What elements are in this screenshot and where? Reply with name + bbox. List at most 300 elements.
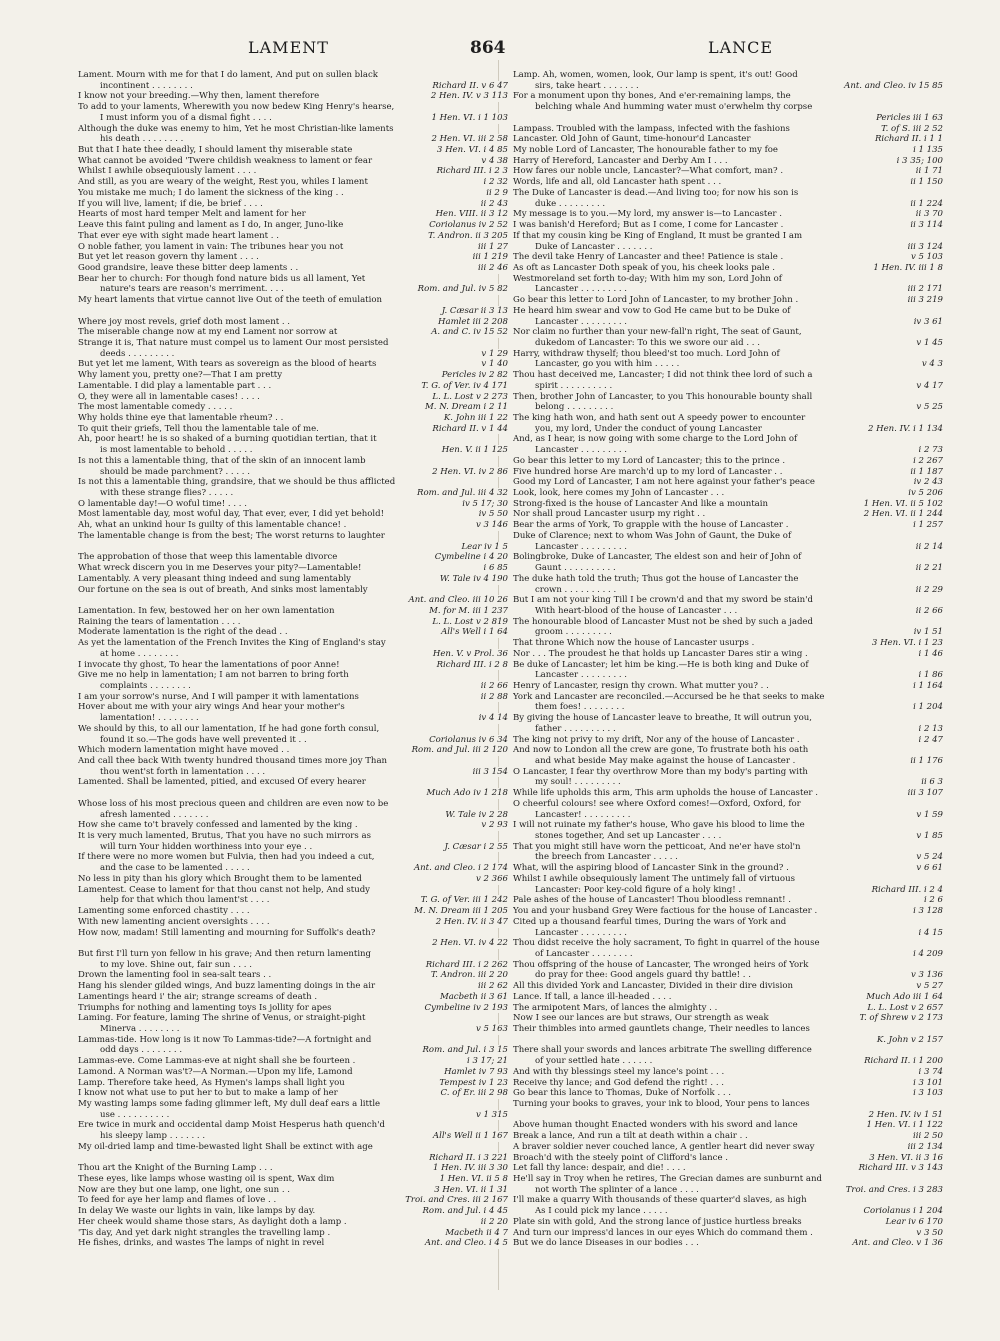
concordance-line xyxy=(78,617,508,628)
play-reference: Richard III. i 2 262 xyxy=(423,960,508,971)
play-reference: 2 Hen. IV. iv 1 51 xyxy=(866,1110,943,1121)
concordance-line xyxy=(78,199,508,210)
play-reference: W. Tale iv 4 190 xyxy=(437,574,508,585)
quotation-text: Good grandsire, leave these bitter deep laments . . xyxy=(78,262,299,273)
quotation-text: My heart laments that virtue cannot live Out of the teeth of emulation xyxy=(78,295,382,306)
concordance-line xyxy=(513,306,943,317)
concordance-line xyxy=(78,681,508,692)
quotation-text: not worth The splinter of a lance . . . . xyxy=(535,1184,699,1195)
quotation-text: Raining the tears of lamentation . . . . xyxy=(78,616,241,627)
concordance-line xyxy=(78,370,508,381)
play-reference: v 5 163 xyxy=(473,1024,508,1035)
quotation-text: I am your sorrow's nurse, And I will pamper it with lamentations xyxy=(78,691,359,702)
quotation-text: Now are they but one lamp, one light, one sun . . xyxy=(78,1184,290,1195)
concordance-line xyxy=(78,713,508,724)
quotation-text: To feed for aye her lamp and flames of love . . xyxy=(78,1195,277,1206)
play-reference: Coriolanus i 1 204 xyxy=(860,1206,943,1217)
concordance-line xyxy=(78,820,508,831)
concordance-line xyxy=(78,863,508,874)
quotation-text: And now to London all the crew are gone, To frustrate both his oath xyxy=(513,745,809,756)
concordance-line xyxy=(78,1185,508,1196)
play-reference: ii 3 70 xyxy=(913,209,943,220)
play-reference: 3 Hen. VI. ii 1 31 xyxy=(431,1185,508,1196)
quotation-text: Lamentation. In few, bestowed her on her own lamentation xyxy=(78,605,335,616)
concordance-line xyxy=(78,102,508,113)
quotation-text: Nor shall proud Lancaster usurp my right . . xyxy=(513,509,706,520)
quotation-text: These eyes, like lamps whose wasting oil is spent, Wax dim xyxy=(78,1174,335,1185)
right-headword: LANCE xyxy=(708,38,774,57)
quotation-text: Their thimbles into armed gauntlets change, Their needles to lances xyxy=(513,1023,810,1034)
concordance-line xyxy=(513,735,943,746)
play-reference: i 4 209 xyxy=(910,949,943,960)
play-reference: Rom. and Jul. i 4 45 xyxy=(420,1206,509,1217)
play-reference: ii 2 14 xyxy=(913,542,943,553)
play-reference: v 5 27 xyxy=(913,981,943,992)
concordance-line xyxy=(513,928,943,939)
quotation-text: In delay We waste our lights in vain, like lamps by day. xyxy=(78,1206,316,1217)
concordance-line xyxy=(513,885,943,896)
quotation-text: Lancaster . . . . . . . . . xyxy=(535,927,628,938)
play-reference: L. L. Lost v 2 657 xyxy=(864,1003,943,1014)
quotation-text: Lancaster . . . . . . . . . xyxy=(535,445,628,456)
play-reference: ii 1 150 xyxy=(907,177,943,188)
quotation-text: O Lancaster, I fear thy overthrow More than my body's parting with xyxy=(513,766,808,777)
concordance-line xyxy=(513,767,943,778)
play-reference: W. Tale iv 2 28 xyxy=(442,810,508,821)
left-headword: LAMENT xyxy=(248,38,329,57)
quotation-text: Is not this a lamentable thing, that of the skin of an innocent lamb xyxy=(78,455,366,466)
concordance-line xyxy=(513,220,943,231)
page-number: 864 xyxy=(470,38,506,58)
concordance-line xyxy=(513,1185,943,1196)
quotation-text: A braver soldier never couched lance, A gentler heart did never sway xyxy=(513,1141,815,1152)
quotation-text: them foes! . . . . . . . . xyxy=(535,702,625,713)
concordance-line xyxy=(513,606,943,617)
play-reference: 1 Hen. VI. i 1 122 xyxy=(863,1120,943,1131)
concordance-line xyxy=(78,263,508,274)
quotation-text: the breech from Lancaster . . . . . xyxy=(535,852,678,863)
concordance-line xyxy=(513,1195,943,1206)
concordance-line xyxy=(78,638,508,649)
quotation-text: Lancaster . . . . . . . . . xyxy=(535,284,628,295)
concordance-line xyxy=(78,895,508,906)
concordance-line xyxy=(513,1217,943,1228)
concordance-line xyxy=(78,970,508,981)
concordance-line xyxy=(513,992,943,1003)
concordance-line xyxy=(78,735,508,746)
concordance-line xyxy=(513,627,943,638)
concordance-line xyxy=(513,263,943,274)
concordance-line xyxy=(513,349,943,360)
play-reference: Richard III. i 2 4 xyxy=(869,885,943,896)
quotation-text: O noble father, you lament in vain: The tribunes hear you not xyxy=(78,241,344,252)
play-reference: ii 2 29 xyxy=(913,585,943,596)
play-reference: Coriolanus iv 6 34 xyxy=(426,735,508,746)
play-reference: i 2 32 xyxy=(481,177,508,188)
concordance-line xyxy=(78,456,508,467)
quotation-text: And, as I hear, is now going with some charge to the Lord John of xyxy=(513,434,798,445)
quotation-text: Lancaster . . . . . . . . . xyxy=(535,670,628,681)
concordance-line xyxy=(513,91,943,102)
play-reference: Rom. and Jul. iii 4 32 xyxy=(414,488,508,499)
concordance-line xyxy=(513,917,943,928)
concordance-line xyxy=(78,1163,508,1174)
quotation-text: use . . . . . . . . . . xyxy=(100,1109,170,1120)
quotation-text: Then, brother John of Lancaster, to you This honourable bounty shall xyxy=(513,391,813,402)
concordance-line xyxy=(513,981,943,992)
play-reference: Troi. and Cres. iii 2 167 xyxy=(402,1195,508,1206)
concordance-line xyxy=(513,1131,943,1142)
concordance-line xyxy=(513,445,943,456)
concordance-line xyxy=(78,477,508,488)
concordance-line xyxy=(513,1174,943,1185)
play-reference: Rom. and Jul. iv 5 82 xyxy=(415,284,508,295)
play-reference: 2 Hen. VI. iv 2 86 xyxy=(429,467,508,478)
quotation-text: And still, as you are weary of the weight, Rest you, whiles I lament xyxy=(78,177,368,188)
play-reference: 3 Hen. VI. i 1 23 xyxy=(869,638,943,649)
play-reference: ii 6 3 xyxy=(918,777,943,788)
play-reference: 2 Hen. IV. i 1 134 xyxy=(865,424,943,435)
quotation-text: With new lamenting ancient oversights . . . . xyxy=(78,916,270,927)
play-reference: Cymbeline iv 2 193 xyxy=(422,1003,509,1014)
quotation-text: lamentation! . . . . . . . . xyxy=(100,713,199,724)
concordance-line xyxy=(513,874,943,885)
concordance-line xyxy=(78,392,508,403)
play-reference: Hen. VIII. ii 3 12 xyxy=(433,209,508,220)
concordance-line xyxy=(513,1013,943,1024)
quotation-text: Lamp. Ah, women, women, look, Our lamp is spent, it's out! Good xyxy=(513,70,798,80)
play-reference: T. G. of Ver. iii 1 242 xyxy=(418,895,508,906)
concordance-line xyxy=(78,649,508,660)
play-reference: ii 2 21 xyxy=(913,563,943,574)
quotation-text: All this divided York and Lancaster, Divided in their dire division xyxy=(513,981,794,992)
concordance-line xyxy=(78,1110,508,1121)
concordance-line xyxy=(78,499,508,510)
play-reference: K. John iii 1 22 xyxy=(441,413,508,424)
concordance-line xyxy=(513,509,943,520)
quotation-text: Plate sin with gold, And the strong lance of justice hurtless breaks xyxy=(513,1216,802,1227)
concordance-line xyxy=(513,166,943,177)
concordance-line xyxy=(513,392,943,403)
quotation-text: crown . . . . . . . . . . xyxy=(535,584,617,595)
quotation-text: I'll make a quarry With thousands of these quarter'd slaves, as high xyxy=(513,1195,807,1206)
concordance-line xyxy=(78,91,508,102)
quotation-text: Lamentably. A very pleasant thing indeed and sung lamentably xyxy=(78,573,352,584)
quotation-text: Lancaster . . . . . . . . . xyxy=(535,541,628,552)
play-reference: Coriolanus iv 2 52 xyxy=(426,220,508,231)
play-reference: iv 5 17; 30 xyxy=(459,499,508,510)
quotation-text: Give me no help in lamentation; I am not barren to bring forth xyxy=(78,670,349,681)
play-reference: 2 Hen. VI. iv 4 22 xyxy=(429,938,508,949)
quotation-text: Whilst I awhile obsequiously lament The untimely fall of virtuous xyxy=(513,873,795,884)
concordance-line xyxy=(78,509,508,520)
concordance-line xyxy=(78,177,508,188)
quotation-text: Lamentest. Cease to lament for that thou canst not help, And study xyxy=(78,884,371,895)
quotation-text: Good my Lord of Lancaster, I am not here against your father's peace xyxy=(513,477,815,488)
concordance-line xyxy=(513,1078,943,1089)
play-reference: v 2 93 xyxy=(478,820,508,831)
quotation-text: Hover about me with your airy wings And hear your mother's xyxy=(78,702,345,713)
concordance-line xyxy=(513,938,943,949)
quotation-text: Gaunt . . . . . . . . . . xyxy=(535,563,616,574)
concordance-line xyxy=(78,1131,508,1142)
quotation-text: But that I hate thee deadly, I should lament thy miserable state xyxy=(78,145,353,156)
concordance-line xyxy=(78,1174,508,1185)
quotation-text: Now I see our lances are but straws, Our strength as weak xyxy=(513,1013,769,1024)
play-reference: Richard II. i 1 1 xyxy=(872,134,943,145)
quotation-text: But first I'll turn yon fellow in his grave; And then return lamenting xyxy=(78,948,372,959)
concordance-line xyxy=(513,70,943,81)
play-reference: v 1 45 xyxy=(913,338,943,349)
quotation-text: What wreck discern you in me Deserves your pity?—Lamentable! xyxy=(78,563,362,574)
quotation-text: Pale ashes of the house of Lancaster! Thou bloodless remnant! . xyxy=(513,895,791,906)
play-reference: Richard II. v 6 47 xyxy=(429,81,508,92)
play-reference: Hamlet iv 7 93 xyxy=(441,1067,508,1078)
concordance-line xyxy=(513,585,943,596)
concordance-line xyxy=(78,1120,508,1131)
concordance-line xyxy=(78,928,508,939)
play-reference: i 1 164 xyxy=(910,681,943,692)
quotation-text: O cheerful colours! see where Oxford comes!—Oxford, Oxford, for xyxy=(513,798,801,809)
play-reference: iii 2 171 xyxy=(905,284,943,295)
quotation-text: my soul! . . . . . . . . . xyxy=(535,777,621,788)
concordance-line xyxy=(513,799,943,810)
quotation-text: Lamenting some enforced chastity . . . . xyxy=(78,906,250,917)
quotation-text: The duke hath told the truth; Thus got the house of Lancaster the xyxy=(513,573,799,584)
play-reference: 1 Hen. IV. iii 3 30 xyxy=(430,1163,508,1174)
concordance-line xyxy=(78,542,508,553)
quotation-text: Lamond. A Norman was't?—A Norman.—Upon my life, Lamond xyxy=(78,1066,353,1077)
quotation-text: That you might still have worn the petticoat, And ne'er have stol'n xyxy=(513,841,801,852)
quotation-text: Lamentable. I did play a lamentable part . . . xyxy=(78,380,272,391)
play-reference: i 1 204 xyxy=(910,702,943,713)
play-reference: Macbeth ii 4 7 xyxy=(442,1228,508,1239)
play-reference: iii 2 50 xyxy=(910,1131,943,1142)
concordance-line xyxy=(513,1142,943,1153)
quotation-text: The lamentable change is from the best; The worst returns to laughter xyxy=(78,530,385,541)
play-reference: v 3 146 xyxy=(473,520,508,531)
quotation-text: Drown the lamenting fool in sea-salt tears . . xyxy=(78,970,272,981)
quotation-text: Cited up a thousand fearful times, During the wars of York and xyxy=(513,916,787,927)
play-reference: 1 Hen. VI. ii 5 8 xyxy=(437,1174,508,1185)
concordance-line xyxy=(78,220,508,231)
concordance-line xyxy=(78,434,508,445)
play-reference: Lear iv 6 170 xyxy=(883,1217,943,1228)
concordance-line xyxy=(78,831,508,842)
quotation-text: Hearts of most hard temper Melt and lament for her xyxy=(78,209,306,220)
play-reference: ii 1 71 xyxy=(913,166,943,177)
play-reference: 3 Hen. VI. ii 3 16 xyxy=(866,1153,943,1164)
concordance-line xyxy=(78,960,508,971)
play-reference: v 5 24 xyxy=(913,852,943,863)
play-reference: 2 Hen. VI. ii 1 244 xyxy=(861,509,943,520)
concordance-line xyxy=(513,1228,943,1239)
concordance-line xyxy=(513,1024,943,1035)
play-reference: i 3 74 xyxy=(916,1067,943,1078)
play-reference: Much Ado iv 1 218 xyxy=(423,788,508,799)
concordance-line xyxy=(513,906,943,917)
play-reference: 1 Hen. IV. iii 1 8 xyxy=(870,263,943,274)
quotation-text: As yet the lamentation of the French Invites the King of England's stay xyxy=(78,638,386,649)
play-reference: ii 1 224 xyxy=(907,199,943,210)
concordance-line xyxy=(513,1238,943,1249)
play-reference: Richard III. v 3 143 xyxy=(856,1163,943,1174)
concordance-line xyxy=(78,231,508,242)
concordance-line xyxy=(78,327,508,338)
quotation-text: I must inform you of a dismal fight . . . . xyxy=(100,112,272,123)
concordance-line xyxy=(78,606,508,617)
quotation-text: Whilst I awhile obsequiously lament . . . . xyxy=(78,166,257,177)
play-reference: T. Andron. ii 3 205 xyxy=(425,231,508,242)
quotation-text: He'll say in Troy when he retires, The Grecian dames are sunburnt and xyxy=(513,1174,822,1185)
quotation-text: Westmoreland set forth to-day; With him my son, Lord John of xyxy=(513,273,782,284)
concordance-line xyxy=(78,188,508,199)
concordance-line xyxy=(78,306,508,317)
quotation-text: Bear her to church: For though fond nature bids us all lament, Yet xyxy=(78,273,366,284)
quotation-text: will turn Your hidden worthiness into your eye . . xyxy=(100,841,313,852)
play-reference: T. of S. iii 2 52 xyxy=(878,124,943,135)
concordance-line xyxy=(78,413,508,424)
quotation-text: By giving the house of Lancaster leave to breathe, It will outrun you, xyxy=(513,713,812,724)
concordance-line xyxy=(78,906,508,917)
quotation-text: help for that which thou lament'st . . . . xyxy=(100,895,270,906)
play-reference: i 2 73 xyxy=(916,445,943,456)
concordance-line xyxy=(513,1206,943,1217)
quotation-text: Let fall thy lance: despair, and die! . . . . xyxy=(513,1163,686,1174)
concordance-line xyxy=(78,724,508,735)
quotation-text: How fares our noble uncle, Lancaster?—What comfort, man? . xyxy=(513,166,784,177)
concordance-line xyxy=(513,1045,943,1056)
quotation-text: Harry of Hereford, Lancaster and Derby Am I . . . xyxy=(513,155,728,166)
concordance-line xyxy=(513,134,943,145)
concordance-line xyxy=(513,102,943,113)
concordance-line xyxy=(78,756,508,767)
play-reference: Ant. and Cleo. i 4 5 xyxy=(422,1238,508,1249)
play-reference: ii 2 20 xyxy=(478,1217,508,1228)
concordance-line xyxy=(513,638,943,649)
quotation-text: Is not this a lamentable thing, grandsire, that we should be thus afflicted xyxy=(78,477,396,488)
play-reference: i 3 103 xyxy=(910,1088,943,1099)
concordance-line xyxy=(78,1003,508,1014)
play-reference: i 2 267 xyxy=(910,456,943,467)
concordance-line xyxy=(513,499,943,510)
concordance-line xyxy=(78,1088,508,1099)
concordance-line xyxy=(513,531,943,542)
quotation-text: complaints . . . . . . . . xyxy=(100,680,191,691)
play-reference: i 2 13 xyxy=(916,724,943,735)
concordance-line xyxy=(78,1099,508,1110)
quotation-text: The most lamentable comedy . . . . . xyxy=(78,402,233,413)
concordance-line xyxy=(513,970,943,981)
concordance-line xyxy=(513,649,943,660)
quotation-text: 'Tis day, And yet dark night strangles the travelling lamp . xyxy=(78,1227,331,1238)
concordance-line xyxy=(513,595,943,606)
quotation-text: The armipotent Mars, of lances the almighty . . xyxy=(513,1002,718,1013)
concordance-line xyxy=(78,1078,508,1089)
quotation-text: Go bear this lance to Thomas, Duke of Norfolk . . . xyxy=(513,1088,732,1099)
concordance-line xyxy=(513,145,943,156)
play-reference: iv 5 50 xyxy=(476,509,508,520)
quotation-text: his death . . . . . . . . xyxy=(100,134,184,145)
concordance-line xyxy=(78,670,508,681)
quotation-text: Strange it is, That nature must compel us to lament Our most persisted xyxy=(78,337,389,348)
concordance-line xyxy=(513,670,943,681)
concordance-line xyxy=(513,284,943,295)
play-reference: 1 Hen. VI. i 1 103 xyxy=(428,113,508,124)
play-reference: C. of Er. iii 2 98 xyxy=(438,1088,508,1099)
concordance-line xyxy=(513,199,943,210)
quotation-text: Moderate lamentation is the right of the dead . . xyxy=(78,627,288,638)
quotation-text: of your settled hate . . . . . . xyxy=(535,1056,653,1067)
concordance-line xyxy=(513,949,943,960)
running-header xyxy=(0,38,1000,62)
concordance-line xyxy=(513,724,943,735)
concordance-line xyxy=(78,552,508,563)
play-reference: T. Andron. iii 2 20 xyxy=(428,970,508,981)
quotation-text: Laming. For feature, laming The shrine of Venus, or straight-pight xyxy=(78,1013,366,1024)
quotation-text: thou went'st forth in lamentation . . . . xyxy=(100,766,266,777)
play-reference: i 2 6 xyxy=(921,895,943,906)
play-reference: J. Cæsar i 2 55 xyxy=(441,842,508,853)
concordance-line xyxy=(78,949,508,960)
concordance-line xyxy=(78,424,508,435)
quotation-text: Lancaster. Old John of Gaunt, time-honour'd Lancaster xyxy=(513,134,751,145)
concordance-line xyxy=(513,231,943,242)
quotation-text: Look, look, here comes my John of Lancaster . . . xyxy=(513,488,725,499)
play-reference: Pericles iv 2 82 xyxy=(439,370,508,381)
concordance-line xyxy=(513,1099,943,1110)
quotation-text: It is very much lamented, Brutus, That you have no such mirrors as xyxy=(78,831,371,842)
concordance-line xyxy=(78,252,508,263)
concordance-line xyxy=(513,745,943,756)
play-reference: M. N. Dream i 2 11 xyxy=(422,402,508,413)
concordance-line xyxy=(78,1035,508,1046)
play-reference: v 4 17 xyxy=(913,381,943,392)
quotation-text: Where joy most revels, grief doth most lament . . xyxy=(78,316,291,327)
quotation-text: father . . . . . . . . . . xyxy=(535,723,616,734)
play-reference: iii 3 154 xyxy=(470,767,508,778)
quotation-text: Hang his slender gilded wings, And buzz lamenting doings in the air xyxy=(78,981,376,992)
concordance-line xyxy=(78,563,508,574)
concordance-line xyxy=(78,627,508,638)
play-reference: iii 1 27 xyxy=(475,242,508,253)
quotation-text: With heart-blood of the house of Lancaster . . . xyxy=(535,605,738,616)
quotation-text: My message is to you.—My lord, my answer is—to Lancaster . xyxy=(513,209,782,220)
quotation-text: Henry of Lancaster, resign thy crown. What mutter you? . . xyxy=(513,680,769,691)
quotation-text: belong . . . . . . . . . xyxy=(535,402,614,413)
quotation-text: That ever eye with sight made heart lament . . xyxy=(78,230,279,241)
quotation-text: Go bear this letter to Lord John of Lancaster, to my brother John . xyxy=(513,295,799,306)
concordance-line xyxy=(513,488,943,499)
play-reference: Ant. and Cleo. i 2 174 xyxy=(411,863,508,874)
play-reference: i 1 257 xyxy=(910,520,943,531)
play-reference: Troi. and Cres. i 3 283 xyxy=(843,1185,943,1196)
quotation-text: is most lamentable to behold . . . . . xyxy=(100,445,253,456)
quotation-text: belching whale And humming water must o'erwhelm thy corpse xyxy=(535,102,813,113)
quotation-text: Which modern lamentation might have moved . . xyxy=(78,745,290,756)
play-reference: M. for M. iii 1 237 xyxy=(426,606,508,617)
quotation-text: Lancaster . . . . . . . . . xyxy=(535,316,628,327)
concordance-line xyxy=(513,1067,943,1078)
concordance-line xyxy=(78,885,508,896)
quotation-text: If there were no more women but Fulvia, then had you indeed a cut, xyxy=(78,852,375,863)
concordance-line xyxy=(513,413,943,424)
play-reference: i 4 15 xyxy=(916,928,943,939)
concordance-line xyxy=(78,467,508,478)
quotation-text: Duke of Lancaster . . . . . . . xyxy=(535,241,653,252)
concordance-line xyxy=(78,842,508,853)
concordance-line xyxy=(513,960,943,971)
